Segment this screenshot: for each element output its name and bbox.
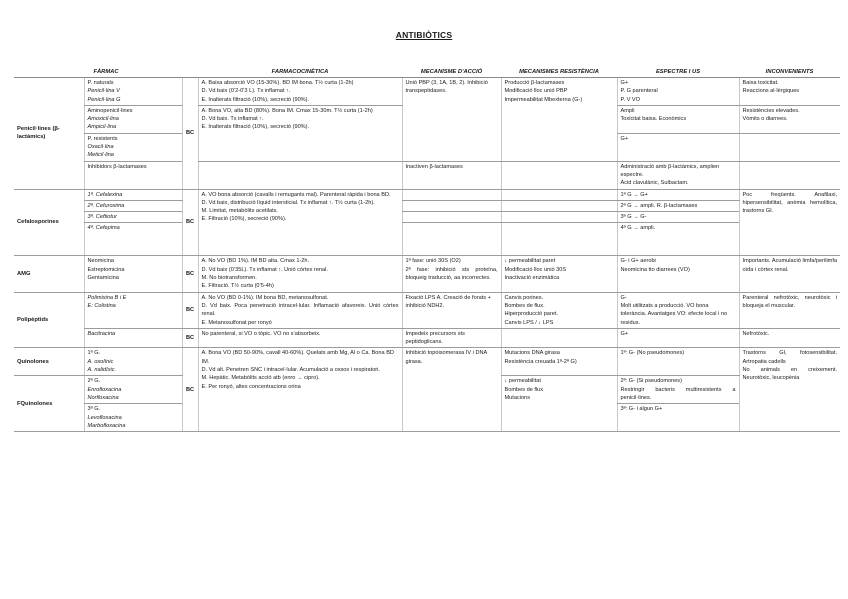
spec-line: 1ª: G- (No pseudomones) — [620, 350, 685, 357]
mech-cell-empty — [402, 189, 501, 200]
drug-group: Aminopenicil·lines — [87, 107, 133, 114]
drug-cell — [84, 105, 182, 133]
mech-cell — [402, 348, 501, 432]
res-cell-empty — [501, 223, 617, 256]
mech-cell — [402, 292, 501, 328]
mech-line: 1ª fase: unió 30S (O2) — [405, 258, 461, 265]
drug-name: 2ª. Cefuroxima — [87, 202, 125, 209]
row-polimixina — [14, 292, 840, 328]
drug-name: Bacitracina — [87, 330, 116, 337]
pk-line: A. VO bona absorció (cavalls i remugants mal). Parenteral ràpida i bona BD. — [201, 191, 391, 198]
drug-cell — [84, 348, 182, 376]
res-line: Impermeabilitat Mbexterna (G-) — [504, 96, 583, 103]
pk-cell — [198, 292, 402, 328]
family-polipeptids: Polipèptids — [14, 292, 84, 348]
mech-cell-empty — [402, 200, 501, 211]
spec-line: 2ª: G- (Si pseudomones) — [620, 378, 682, 385]
spec-cell — [617, 133, 739, 161]
header-farmacocinetica: FARMACOCINÈTICA — [198, 68, 402, 78]
inc-cell — [739, 256, 840, 292]
header-row — [14, 68, 840, 78]
res-cell — [501, 256, 617, 292]
pk-line: E. Filtració. T½ curta (0’5-4h) — [201, 283, 274, 290]
spec-cell — [617, 348, 739, 376]
spec-line: G+ — [620, 330, 629, 337]
res-cell-empty — [501, 161, 617, 189]
spec-line: Neomicina tto diarrees (VO) — [620, 266, 690, 273]
drug-cell — [84, 292, 182, 328]
inc-cell — [739, 348, 840, 432]
header-farmac: FÀRMAC — [14, 68, 198, 78]
row-amg — [14, 256, 840, 292]
res-line: Bombes de flux. — [504, 302, 545, 309]
spec-cell — [617, 376, 739, 404]
spec-line: 2ª G → ampli. R. β-lactamases — [620, 202, 698, 209]
bc-label: BC — [182, 328, 198, 348]
inc-cell-empty — [739, 161, 840, 189]
drug-name: Norfloxacina — [87, 394, 119, 401]
drug-cell — [84, 256, 182, 292]
spec-line: Restringir bacteris multiresistents a penicil·lines. — [620, 386, 736, 401]
mech-line: transpeptidases. — [405, 88, 447, 95]
drug-group: 3ª G. — [87, 406, 101, 413]
drug-cell — [84, 212, 182, 223]
family-amg: AMG — [14, 256, 84, 292]
pk-line: M. No biotransformen. — [201, 275, 257, 282]
inc-line: Parenteral nefrotòxic, neurotòxic i bloqueja el muscular. — [742, 294, 838, 309]
pk-line: D. Vd alt. Penetren SNC i intracel·lular. Acumulació a ossos i respiratori. — [201, 367, 380, 374]
pk-cell-empty — [198, 161, 402, 189]
drug-group: Inhibidors β-lactamases — [87, 163, 147, 170]
row-cefalosporines-2 — [14, 200, 840, 211]
antibiotics-table — [14, 68, 840, 432]
spec-line: Ampli — [620, 107, 635, 114]
drug-cell — [84, 376, 182, 404]
drug-name: Oxacil·lina — [87, 144, 114, 151]
drug-name: E: Colistina — [87, 302, 116, 309]
mech-line: Unió PBP (3, 1A, 1B, 2). Inhibició — [405, 80, 488, 86]
row-quinolones — [14, 348, 840, 376]
res-line: Bombes de flux — [504, 386, 544, 393]
inc-line: Reaccions al·lèrgiques — [742, 88, 800, 95]
pk-cell — [198, 348, 402, 432]
inc-line: Baixa toxicitat. — [742, 80, 779, 86]
row-bacitracina — [14, 328, 840, 348]
res-line: Mutacions — [504, 394, 531, 401]
drug-name: Levofloxacina — [87, 414, 122, 421]
drug-name: 1ª. Cefalexina — [87, 191, 123, 198]
spec-cell — [617, 105, 739, 133]
inc-line: Nefrotòxic. — [742, 330, 770, 337]
inc-line: Trastorns GI, fotosensibilitat. Artropatia cadells — [742, 350, 838, 365]
row-cefalosporines-3 — [14, 212, 840, 223]
drug-name: Neomicina — [87, 258, 114, 265]
spec-line: G- i G+ aerobi — [620, 258, 656, 265]
bc-label: BC — [182, 348, 198, 432]
mech-line: Impedeix precursors sts peptidoglicans. — [405, 330, 465, 346]
res-line: Canvis porines. — [504, 294, 544, 301]
drug-group: P. resistents — [87, 135, 118, 142]
inc-line: Importants. Acumulació limfa/perilimfa oïda i còrtex renal. — [742, 258, 838, 273]
res-line: Hiperproducció paret. — [504, 311, 558, 318]
inc-line: No animals en creixement. Neurotòxic, leucopènia — [742, 367, 838, 382]
drug-name: Polimixina B i E — [87, 294, 127, 301]
res-cell — [501, 376, 617, 432]
header-resistencia: MECANISMES RESISTÈNCIA — [501, 68, 617, 78]
spec-cell — [617, 189, 739, 200]
spec-line: Administració amb β-lactàmics, amplien espectre. — [620, 163, 720, 178]
inc-line: Resistències elevades. — [742, 107, 800, 114]
inc-cell — [739, 328, 840, 348]
pk-line: E. Metanosulfonat per ronyó — [201, 319, 272, 326]
res-line: Producció β-lactamases — [504, 80, 565, 86]
res-cell-empty — [501, 200, 617, 211]
pk-cell — [198, 328, 402, 348]
mech-line: Inhibició topoisomerasa IV i DNA girasa. — [405, 350, 487, 365]
res-cell — [501, 78, 617, 162]
drug-name: Marbofloxacina — [87, 422, 126, 429]
pk-line: D. Vd baix (0’2-0’3 L). Tx inflamat ↑. — [201, 88, 291, 95]
pk-line: E. Per ronyó, altes concentracions orina — [201, 383, 301, 390]
drug-name: A. oxolínic — [87, 358, 114, 365]
header-inconvenients: INCONVENIENTS — [739, 68, 840, 78]
pk-line: A. No VO (BD 1%). IM BD alta. Cmax 1-2h. — [201, 258, 310, 265]
res-line: ↓ permeabilitat paret — [504, 258, 556, 265]
drug-group: 1ª G. — [87, 350, 101, 357]
spec-line: G+ — [620, 135, 629, 142]
res-cell-empty — [501, 212, 617, 223]
drug-group: P. naturals — [87, 80, 114, 86]
bc-label: BC — [182, 78, 198, 190]
pk-line: M. Limitat, metabòlits acetilats. — [201, 208, 278, 215]
row-cefalosporines-4 — [14, 223, 840, 256]
pk-line: A. Baixa absorció VO (15-30%). BD IM bona. T½ curta (1-2h) — [201, 80, 354, 86]
row-penicillines-inhibidors — [14, 161, 840, 189]
family-cefalosporines: Cefalosporines — [14, 189, 84, 256]
pk-cell — [198, 189, 402, 256]
res-cell-empty — [501, 328, 617, 348]
drug-name: Gentamicina — [87, 275, 119, 282]
inc-line: Vòmits o diarrees. — [742, 116, 788, 123]
inc-cell — [739, 189, 840, 256]
spec-line: 4ª G → ampli. — [620, 225, 656, 232]
family-quinolones: Quinolones — [14, 348, 84, 376]
pk-line: D. Vd baix. Poca penetració intracel·lular. Inflamació afavoreix. Unió còrtex renal. — [201, 302, 399, 318]
res-line: ↓ permeabilitat — [504, 378, 541, 385]
drug-cell — [84, 78, 182, 106]
res-line: Modificació lloc unió 30S — [504, 266, 567, 273]
spec-cell — [617, 328, 739, 348]
pk-cell — [198, 78, 402, 106]
spec-line: P. G parenteral — [620, 88, 658, 95]
spec-line: 3ª G → G- — [620, 214, 647, 221]
pk-line: D. Vd baix. Tx inflamat ↑. — [201, 116, 264, 123]
drug-name: Penicil·lina V — [87, 88, 120, 95]
pk-cell — [198, 256, 402, 292]
res-cell — [501, 292, 617, 328]
pk-line: D. Vd baix, distribució líquid intersticial. Tx inflamat ↑. T½ curta (1-2h). — [201, 199, 375, 206]
drug-cell — [84, 200, 182, 211]
mech-cell — [402, 78, 501, 162]
spec-cell — [617, 161, 739, 189]
drug-name: A. nalidíxic. — [87, 367, 117, 374]
drug-name: 3ª. Ceftiotur — [87, 214, 117, 221]
drug-cell — [84, 328, 182, 348]
mech-cell-empty — [402, 212, 501, 223]
drug-name: Amoxicil·lina — [87, 116, 119, 123]
pk-cell — [198, 105, 402, 161]
spec-line: Molt utilitzats a producció. VO bona tolerància. Avantatges VO: efecte local i no residus. — [620, 302, 728, 326]
drug-cell — [84, 404, 182, 432]
spec-cell — [617, 404, 739, 432]
spec-line: G- — [620, 294, 627, 301]
pk-line: M. Hepàtic. Metabòlits acció atb (enro → cipro). — [201, 375, 320, 382]
page-title: ANTIBIÒTICS — [395, 30, 453, 40]
spec-cell — [617, 200, 739, 211]
spec-cell — [617, 212, 739, 223]
drug-name: Estreptomicina — [87, 266, 125, 273]
pk-line: A. No VO (BD 0-1%). IM bona BD, metanosulfonat. — [201, 294, 329, 301]
spec-cell — [617, 78, 739, 106]
pk-line: E. Inalterats filtració (10%), secreció (90%). — [201, 96, 310, 103]
inc-cell — [739, 292, 840, 328]
spec-line: G+ — [620, 80, 629, 86]
drug-cell — [84, 189, 182, 200]
drug-name: Penicil·lina G — [87, 96, 121, 103]
res-line: Canvis LPS / ↓ LPS — [504, 319, 554, 326]
mech-cell — [402, 256, 501, 292]
bc-label: BC — [182, 256, 198, 292]
spec-line: 1ª G → G+ — [620, 191, 648, 198]
pk-line: A. Bona VO (BD 50-90%, cavall 40-60%). Quelats amb Mg, Al o Ca. Bona BD IM. — [201, 350, 394, 365]
res-line: Resistència creuada 1ª-2ª G) — [504, 358, 577, 365]
row-penicillines-naturals — [14, 78, 840, 106]
res-line: Inactivació enzimàtica — [504, 275, 560, 282]
inc-line: Poc freqüents. Anafilaxi, hipersensibilitat, anèmia hemolítica, trastorns GI. — [742, 191, 838, 215]
drug-cell — [84, 161, 182, 189]
drug-name: Meticil·lina — [87, 152, 114, 159]
row-cefalosporines-1 — [14, 189, 840, 200]
drug-cell — [84, 133, 182, 161]
mech-line: Fixació LPS A. Creació de forats + inhibició NDH2. — [405, 294, 491, 309]
pk-line: A. Bona VO, alta BD (80%). Bona IM. Cmax 15-30m. T½ curta (1-2h) — [201, 107, 373, 114]
spec-line: Àcid clavulànic, Sulbactam. — [620, 180, 689, 187]
bc-label: BC — [182, 189, 198, 256]
mech-line: Inactiven β-lactamases — [405, 163, 463, 170]
spec-cell — [617, 292, 739, 328]
header-espectre: ESPECTRE I US — [617, 68, 739, 78]
spec-line: P. V VO — [620, 96, 641, 103]
spec-line: 3ª: G- i algun G+ — [620, 406, 663, 413]
drug-name: 4ª. Cefepima — [87, 225, 120, 232]
family-penicillines: Penicil·lines (β-lactàmics) — [14, 78, 84, 190]
drug-name: Enrofloxacina — [87, 386, 122, 393]
drug-name: Ampicil·lina — [87, 124, 117, 131]
family-fquinolones: FQuinolones — [14, 376, 84, 432]
inc-cell — [739, 105, 840, 133]
pk-line: No parenteral, si VO o tòpic. VO no s’absorbeix. — [201, 330, 321, 337]
res-cell-empty — [501, 189, 617, 200]
pk-line: E. Filtració (10%), secreció (90%). — [201, 216, 287, 223]
spec-cell — [617, 256, 739, 292]
spec-cell — [617, 223, 739, 256]
mech-cell — [402, 328, 501, 348]
inc-cell-empty — [739, 133, 840, 161]
inc-cell — [739, 78, 840, 106]
header-mecanisme: MECANISME D'ACCIÓ — [402, 68, 501, 78]
pk-line: D. Vd baix (0’35L). Tx inflamat ↑. Unió còrtex renal. — [201, 266, 328, 273]
drug-cell — [84, 223, 182, 256]
pk-line: E. Inalterats filtració (10%), secreció (90%). — [201, 124, 310, 131]
spec-line: Toxicitat baixa. Econòmics — [620, 116, 687, 123]
drug-group: 2ª G. — [87, 378, 101, 385]
res-cell — [501, 348, 617, 376]
mech-line: 2ª fase: inhibició sts proteïna, bloqueig traducció, aa incorrectes. — [405, 266, 498, 282]
mech-cell — [402, 161, 501, 189]
bc-label: BC — [182, 292, 198, 328]
res-line: Modificació lloc unió PBP — [504, 88, 568, 95]
res-line: Mutacions DNA girasa — [504, 350, 560, 357]
mech-cell-empty — [402, 223, 501, 256]
